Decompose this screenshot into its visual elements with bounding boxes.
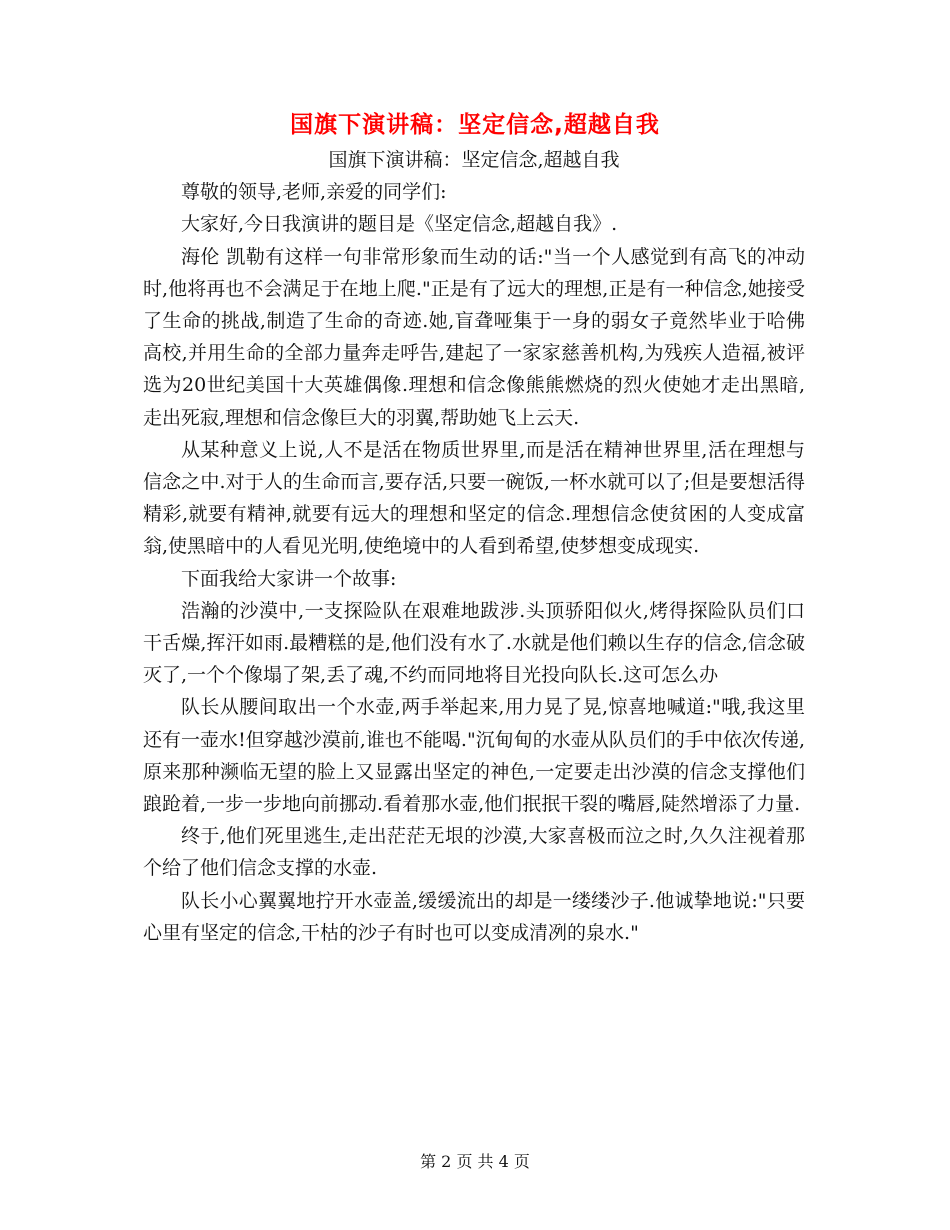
page-number-footer: 第 2 页 共 4 页 [420,1152,530,1171]
salutation-paragraph: 尊敬的领导,老师,亲爱的同学们: [181,181,447,204]
document-subtitle: 国旗下演讲稿：坚定信念,超越自我 [328,149,620,171]
sand-paragraph: 队长小心翼翼地拧开水壶盖,缓缓流出的却是一缕缕沙子.他诚挚地说:"只要心里有坚定的信念,干枯的沙子有时也可以变成清冽的泉水." [143,889,805,944]
helen-keller-paragraph: 海伦 凯勒有这样一句非常形象而生动的话:"当一个人感觉到有高飞的冲动时,他将再也不会满足于在地上爬."正是有了远大的理想,正是有一种信念,她接受了生命的挑战,制造了生命的奇迹.她,盲聋哑集于一身的弱女子竟然毕业于哈佛高校,并用生命的全部力量奔走呼告,建起了一家家慈善机构,为残疾人造福,被评选为20世纪美国十大英雄偶像.理想和信念像熊熊燃烧的烈火使她才走出黑暗,走出死寂,理想和信念像巨大的羽翼,帮助她飞上云天. [143,245,805,429]
spiritual-world-paragraph: 从某种意义上说,人不是活在物质世界里,而是活在精神世界里,活在理想与信念之中.对于人的生命而言,要存活,只要一碗饭,一杯水就可以了;但是要想活得精彩,就要有精神,就要有远大的理想和坚定的信念.理想信念使贫困的人变成富翁,使黑暗中的人看见光明,使绝境中的人看到希望,使梦想变成现实. [143,438,805,558]
desert-paragraph: 浩瀚的沙漠中,一支探险队在艰难地跋涉.头顶骄阳似火,烤得探险队员们口干舌燥,挥汗如雨.最糟糕的是,他们没有水了.水就是他们赖以生存的信念,信念破灭了,一个个像塌了架,丢了魂,不约而同地将目光投向队长.这可怎么办 [143,599,805,687]
document-title: 国旗下演讲稿：坚定信念,超越自我 [290,112,660,138]
captain-kettle-paragraph: 队长从腰间取出一个水壶,两手举起来,用力晃了晃,惊喜地喊道:"哦,我这里还有一壶水!但穿越沙漠前,谁也不能喝."沉甸甸的水壶从队员们的手中依次传递,原来那种濒临无望的脸上又显露出坚定的神色,一定要走出沙漠的信念支撑他们踉跄着,一步一步地向前挪动.看着那水壶,他们抿抿干裂的嘴唇,陡然增添了力量. [143,696,805,816]
story-intro-paragraph: 下面我给大家讲一个故事: [181,567,397,590]
intro-paragraph: 大家好,今日我演讲的题目是《坚定信念,超越自我》. [181,213,618,236]
escape-paragraph: 终于,他们死里逃生,走出茫茫无垠的沙漠,大家喜极而泣之时,久久注视着那个给了他们信念支撑的水壶. [143,825,805,880]
document-body [143,144,805,949]
